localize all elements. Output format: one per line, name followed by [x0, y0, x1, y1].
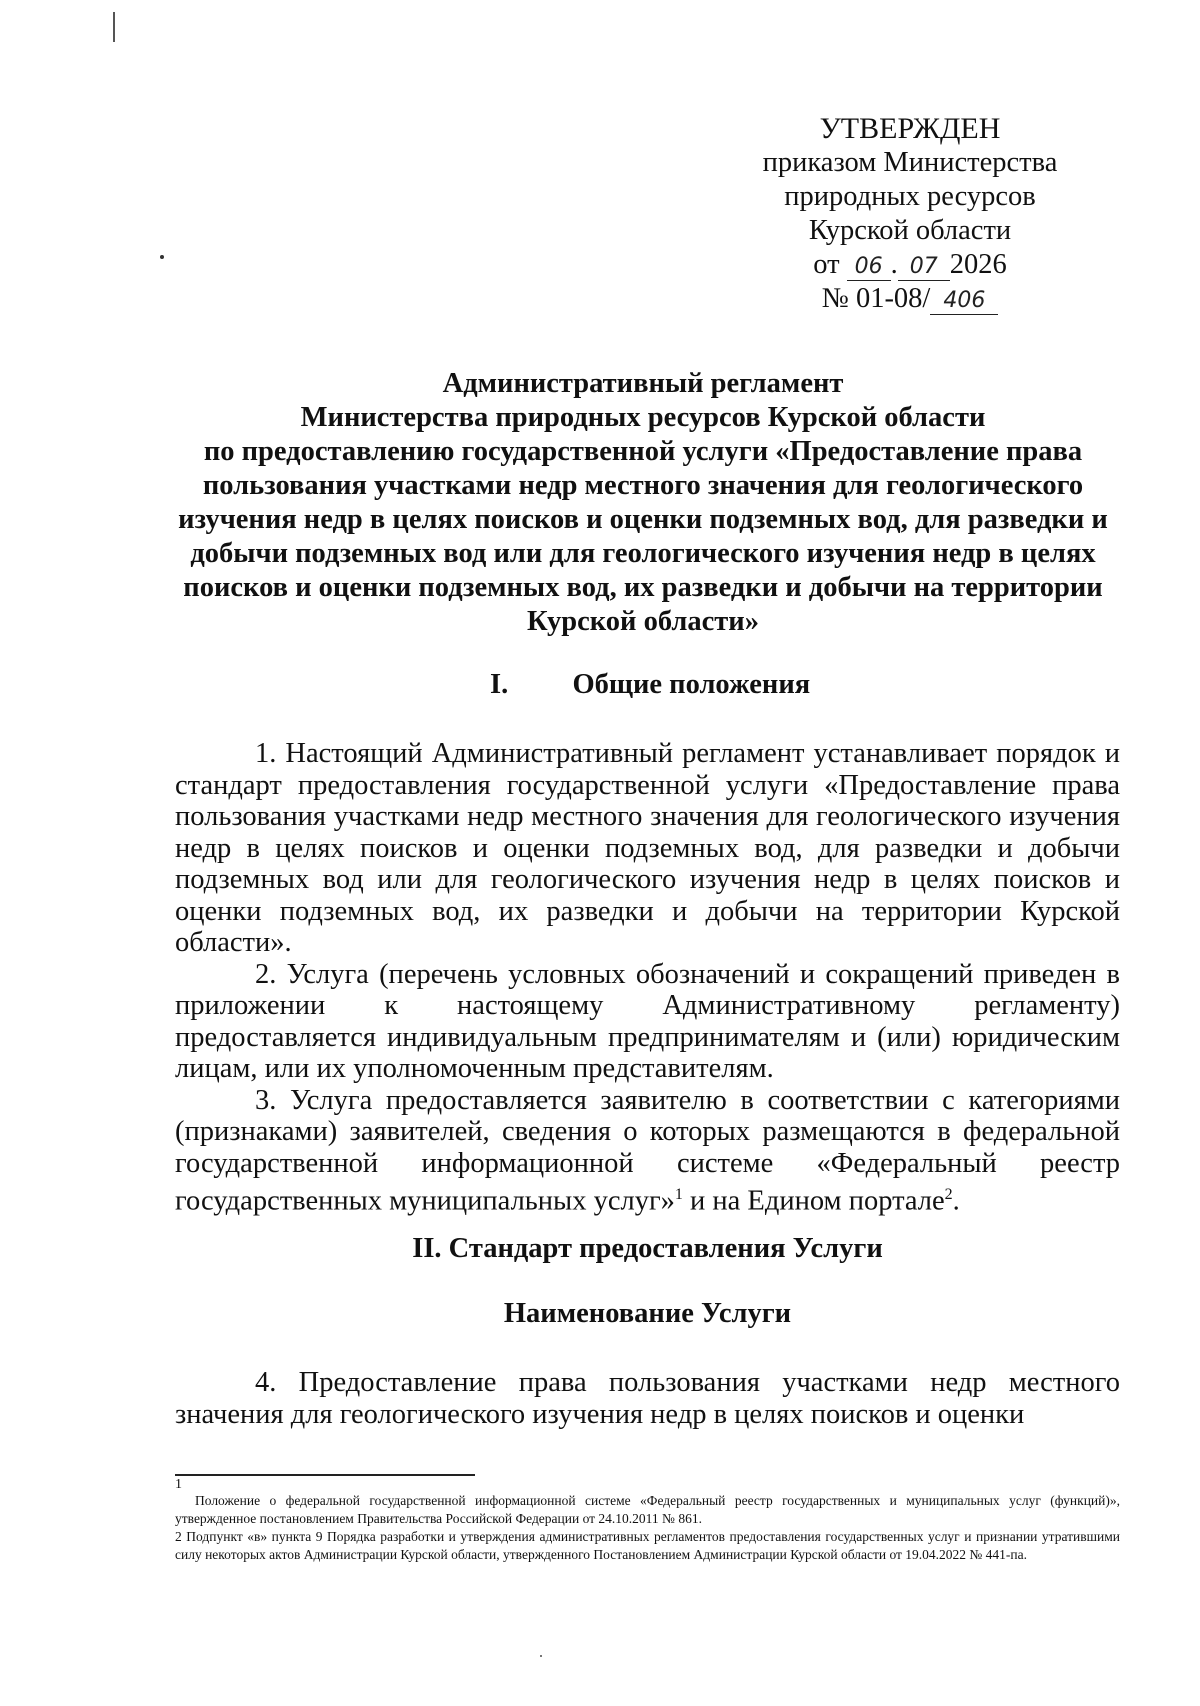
approval-line-ministry: природных ресурсов	[784, 181, 1036, 212]
title-line: по предоставлению государственной услуги «Предоставление права	[203, 436, 1083, 467]
scan-artifact-dot	[160, 255, 164, 259]
footnote-ref-1: 1	[674, 1186, 683, 1203]
footnote-1-number: 1	[175, 1477, 182, 1492]
handwritten-day: 06	[847, 254, 891, 281]
footnote-divider	[175, 1474, 475, 1476]
paragraph-4-block	[175, 1367, 1120, 1430]
approval-number-line	[700, 282, 1120, 316]
title-line: добычи подземных вод или для геологического изучения недр в целях	[190, 538, 1096, 569]
approval-line-region: Курской области	[808, 215, 1012, 246]
title-line: пользования участками недр местного значения для геологического	[202, 470, 1084, 501]
footnote-ref-2: 2	[944, 1186, 953, 1203]
footnote-2: 2 Подпункт «в» пункта 9 Порядка разработки и утверждения административных регламентов предоставления государственных услуг и признании утратившими силу некоторых актов Администрации Курской области, утвержденного Постановлением Администрации Курской области от 19.04.2022 № 441-па.	[175, 1529, 1120, 1562]
section-1-body	[175, 738, 1120, 1217]
paragraph-2: 2. Услуга (перечень условных обозначений и сокращений приведен в приложении к настоящему Административному регламенту) предоставляется индивидуальным предпринимателям и (или) юридическим лицам, или их уполномоченным представителям.	[175, 958, 1120, 1084]
paragraph-3-text-cont: и на Едином портале	[682, 1185, 945, 1217]
handwritten-month: 07	[898, 254, 950, 281]
date-separator: .	[890, 249, 898, 280]
scan-artifact-mark	[113, 12, 115, 42]
paragraph-3-text: 3. Услуга предоставляется заявителю в соответствии с категориями (признаками) заявителей, сведения о которых размещаются в федеральной государственной информационной системе «Федеральный реестр государственных муниципальных услуг»	[175, 1084, 1120, 1217]
section-1-heading	[490, 668, 830, 702]
subsection-heading: Наименование Услуги	[503, 1298, 792, 1329]
title-line: поисков и оценки подземных вод, их разведки и добычи на территории	[183, 572, 1103, 603]
approval-date-line	[700, 248, 1120, 282]
approval-stamp-block	[700, 112, 1120, 316]
approval-heading: УТВЕРЖДЕН	[819, 112, 1001, 145]
paragraph-3	[175, 1085, 1120, 1218]
scan-artifact-speck	[540, 1655, 542, 1657]
approval-line-order: приказом Министерства	[762, 147, 1058, 178]
footnotes	[175, 1478, 1120, 1564]
section-1-number: I.	[490, 669, 509, 700]
section-2-heading: II. Стандарт предоставления Услуги	[412, 1233, 883, 1264]
paragraph-1: 1. Настоящий Административный регламент устанавливает порядок и стандарт предоставления государственной услуги «Предоставление права пользования участками недр местного значения для геологического изучения недр в целях поисков и оценки подземных вод, для разведки и добычи подземных вод или для геологического изучения недр в целях поисков и оценки подземных вод, их разведки и добычи на территории Курской области».	[175, 738, 1120, 958]
paragraph-4: 4. Предоставление права пользования участками недр местного значения для геологического изучения недр в целях поисков и оценки	[175, 1367, 1120, 1430]
document-title	[168, 367, 1118, 639]
section-1-title: Общие положения	[572, 669, 811, 700]
title-line: Административный регламент	[442, 368, 844, 399]
title-line: Министерства природных ресурсов Курской области	[300, 402, 986, 433]
date-year: 2026	[949, 249, 1007, 280]
date-prefix: от	[813, 249, 840, 280]
footnote-1: Положение о федеральной государственной информационной системе «Федеральный реестр государственных и муниципальных услуг (функций)», утвержденное постановлением Правительства Российской Федерации от 24.10.2011 № 861.	[175, 1493, 1120, 1526]
title-line: Курской области»	[527, 606, 759, 637]
paragraph-3-end: .	[952, 1185, 960, 1217]
number-prefix: № 01-08/	[821, 283, 931, 314]
handwritten-number: 406	[930, 288, 998, 315]
title-line: изучения недр в целях поисков и оценки подземных вод, для разведки и	[178, 504, 1108, 535]
